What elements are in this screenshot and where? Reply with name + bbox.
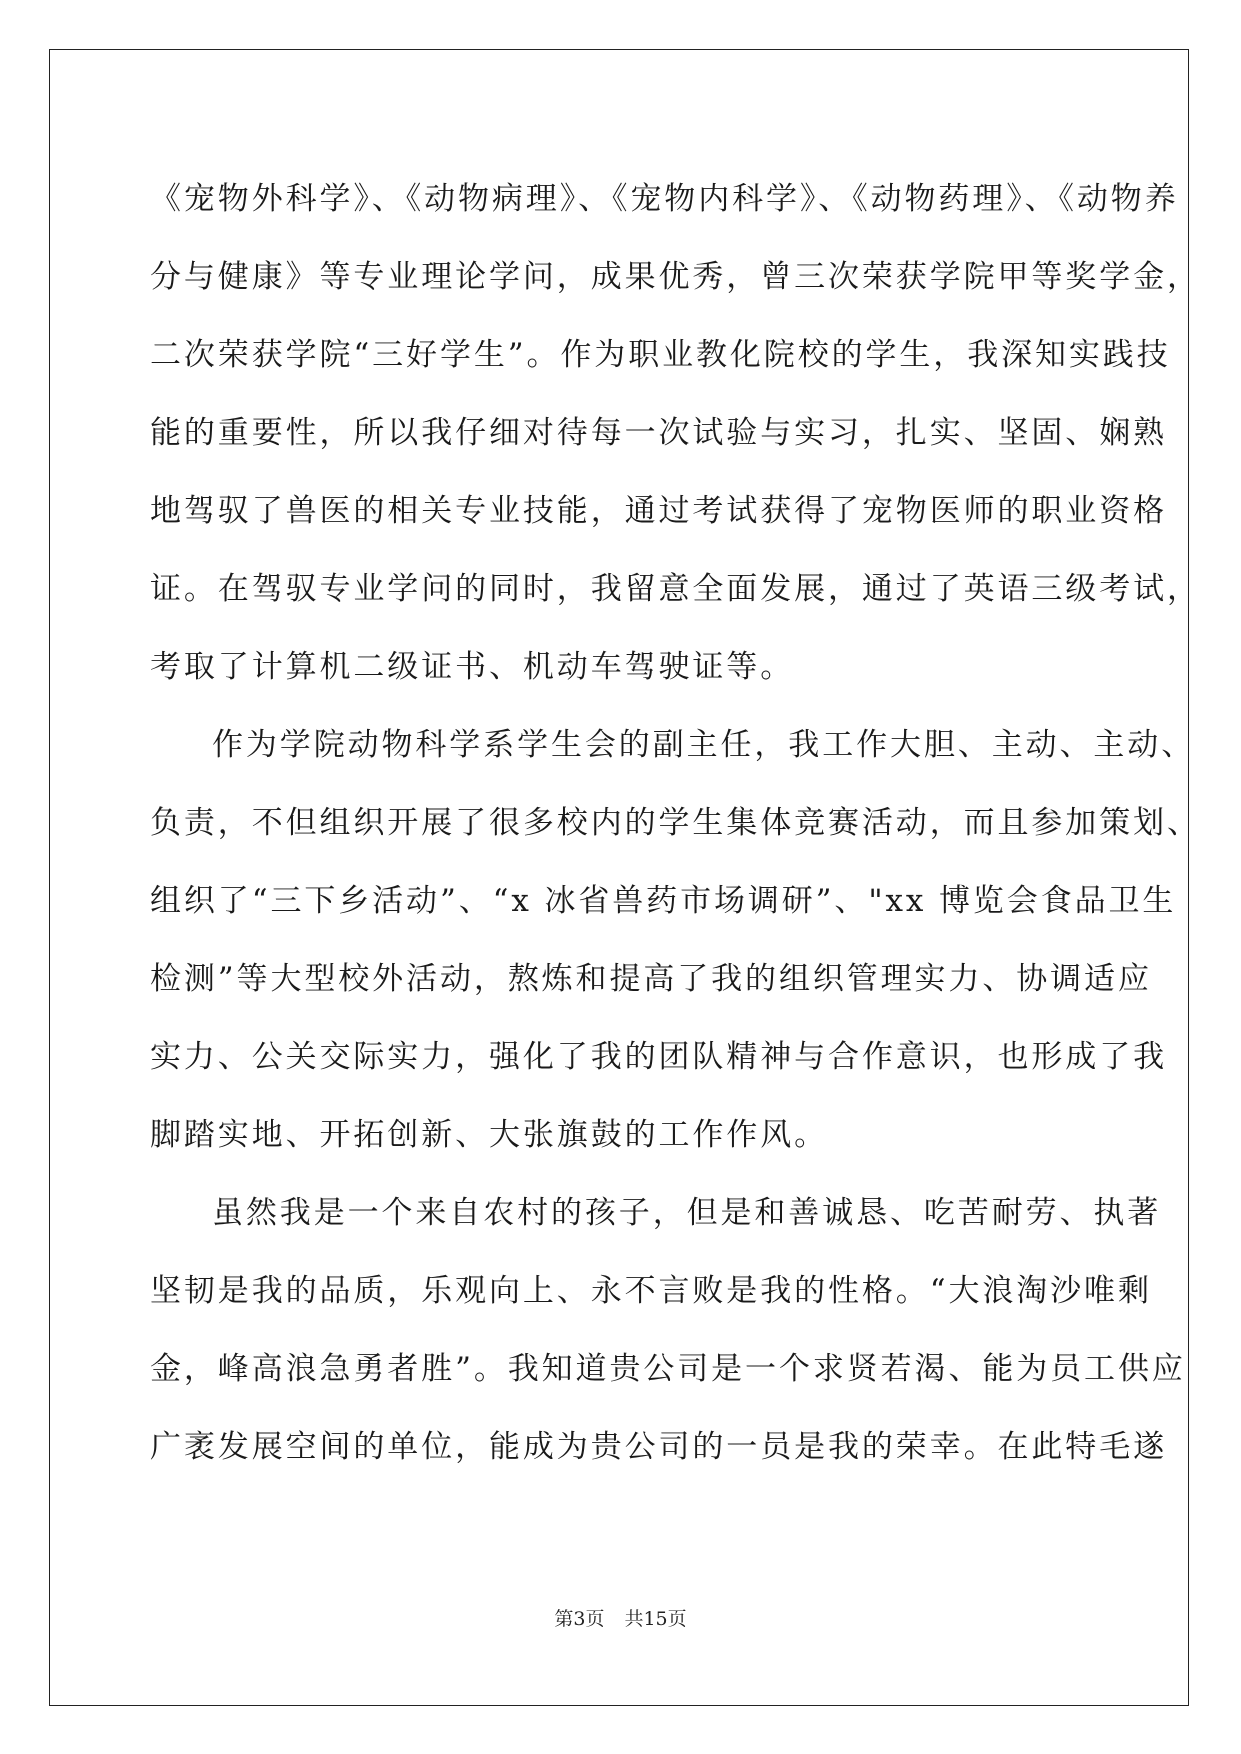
text-line: 脚踏实地、开拓创新、大张旗鼓的工作作风。 [150,1117,828,1153]
text-line: 广袤发展空间的单位，能成为贵公司的一员是我的荣幸。在此特毛遂 [150,1429,1167,1465]
text-line: 《宠物外科学》、《动物病理》、《宠物内科学》、《动物药理》、《动物养 [150,181,1179,217]
paragraph-first-line: 作为学院动物科学系学生会的副主任，我工作大胆、主动、主动、 [212,727,1196,763]
page-number-total: 共15页 [624,1608,687,1630]
text-line: 实力、公关交际实力，强化了我的团队精神与合作意识，也形成了我 [150,1039,1167,1075]
text-line: 能的重要性，所以我仔细对待每一次试验与实习，扎实、坚固、娴熟 [150,415,1167,451]
text-line: 坚韧是我的品质，乐观向上、永不言败是我的性格。“大浪淘沙唯剩 [150,1273,1152,1309]
text-line: 检测”等大型校外活动，熬炼和提高了我的组织管理实力、协调适应 [150,961,1152,997]
document-body [150,160,1201,1486]
paragraph-first-line: 虽然我是一个来自农村的孩子，但是和善诚恳、吃苦耐劳、执著 [212,1195,1162,1231]
page-number-current: 第3页 [554,1608,605,1630]
text-line: 组织了“三下乡活动”、“x 冰省兽药市场调研”、"xx 博览会食品卫生 [150,883,1177,919]
text-line: 分与健康》等专业理论学问，成果优秀，曾三次荣获学院甲等奖学金， [150,259,1201,295]
text-line: 二次荣获学院“三好学生”。作为职业教化院校的学生，我深知实践技 [150,337,1171,373]
text-line: 考取了计算机二级证书、机动车驾驶证等。 [150,649,795,685]
text-line: 金，峰高浪急勇者胜”。我知道贵公司是一个求贤若渴、能为员工供应 [150,1351,1186,1387]
page-footer [0,1604,1241,1631]
text-line: 地驾驭了兽医的相关专业技能，通过考试获得了宠物医师的职业资格 [150,493,1167,529]
text-line: 负责，不但组织开展了很多校内的学生集体竞赛活动，而且参加策划、 [150,805,1201,841]
text-line: 证。在驾驭专业学问的同时，我留意全面发展，通过了英语三级考试， [150,571,1201,607]
